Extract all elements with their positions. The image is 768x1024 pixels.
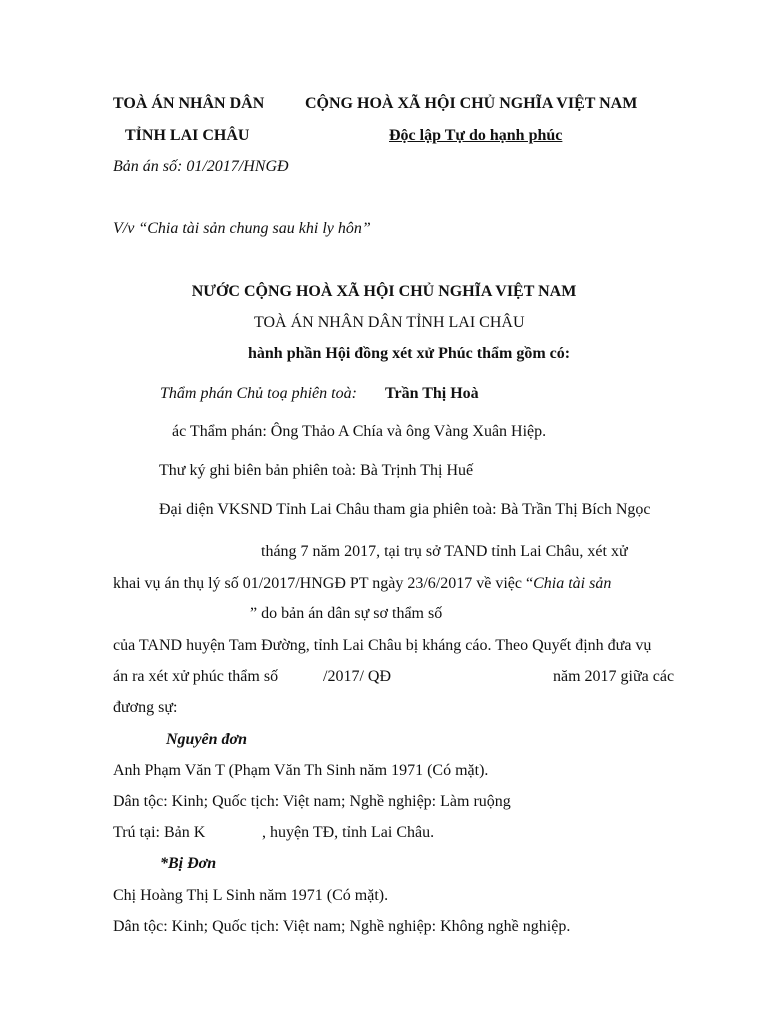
panel-intro: hành phần Hội đồng xét xử Phúc thẩm gồm có: <box>248 345 571 362</box>
plaintiff-address-end: , huyện TĐ, tỉnh Lai Châu. <box>262 824 435 841</box>
plaintiff-address-start: Trú tại: Bản K <box>113 824 206 841</box>
court-name: TOÀ ÁN NHÂN DÂN <box>113 95 265 112</box>
title-court: TOÀ ÁN NHÂN DÂN TỈNH LAI CHÂU <box>254 314 525 331</box>
nation-name: CỘNG HOÀ XÃ HỘI CHỦ NGHĨA VIỆT NAM <box>305 95 638 112</box>
case-subject: V/v “Chia tài sản chung sau khi ly hôn” <box>113 220 371 237</box>
prosecutor-representative: Đại diện VKSND Tỉnh Lai Châu tham gia phiên toà: Bà Trần Thị Bích Ngọc <box>159 501 651 518</box>
panel-judges: ác Thẩm phán: Ông Thảo A Chía và ông Vàng Xuân Hiệp. <box>172 423 547 440</box>
judgment-number: Bản án số: 01/2017/HNGĐ <box>113 158 289 175</box>
body-line-2-text: khai vụ án thụ lý số 01/2017/HNGĐ PT ngày 23/6/2017 về việc “ <box>113 575 534 592</box>
national-motto: Độc lập Tự do hạnh phúc <box>389 127 563 144</box>
body-line-5-end: năm 2017 giữa các <box>553 668 675 685</box>
presiding-judge-name: Trần Thị Hoà <box>385 385 479 402</box>
title-nation: NƯỚC CỘNG HOÀ XÃ HỘI CHỦ NGHĨA VIỆT NAM <box>191 283 577 300</box>
presiding-judge-label: Thẩm phán Chủ toạ phiên toà: <box>160 385 357 402</box>
body-line-5-start: án ra xét xử phúc thẩm số <box>113 668 279 685</box>
body-line-2-italic: Chia tài sản <box>533 575 612 592</box>
province-name: TỈNH LAI CHÂU <box>125 127 250 144</box>
defendant-line-2: Dân tộc: Kinh; Quốc tịch: Việt nam; Nghề nghiệp: Không nghề nghiệp. <box>113 918 571 935</box>
plaintiff-line-2: Dân tộc: Kinh; Quốc tịch: Việt nam; Nghề nghiệp: Làm ruộng <box>113 793 511 810</box>
body-line-6: đương sự: <box>113 699 178 716</box>
court-clerk: Thư ký ghi biên bản phiên toà: Bà Trịnh Thị Huế <box>159 462 474 479</box>
body-line-3: ” do bản án dân sự sơ thẩm số <box>250 605 443 622</box>
plaintiff-line-1: Anh Phạm Văn T (Phạm Văn Th Sinh năm 1971 (Có mặt). <box>113 762 489 779</box>
defendant-line-1: Chị Hoàng Thị L Sinh năm 1971 (Có mặt). <box>113 887 389 904</box>
body-line-4: của TAND huyện Tam Đường, tỉnh Lai Châu bị kháng cáo. Theo Quyết định đưa vụ <box>113 637 652 654</box>
defendant-heading: *Bị Đơn <box>160 855 217 872</box>
body-line-2 <box>113 574 611 594</box>
plaintiff-heading: Nguyên đơn <box>166 731 248 748</box>
body-line-1: tháng 7 năm 2017, tại trụ sở TAND tỉnh Lai Châu, xét xử <box>261 543 628 560</box>
body-line-5-decision: /2017/ QĐ <box>323 668 391 685</box>
